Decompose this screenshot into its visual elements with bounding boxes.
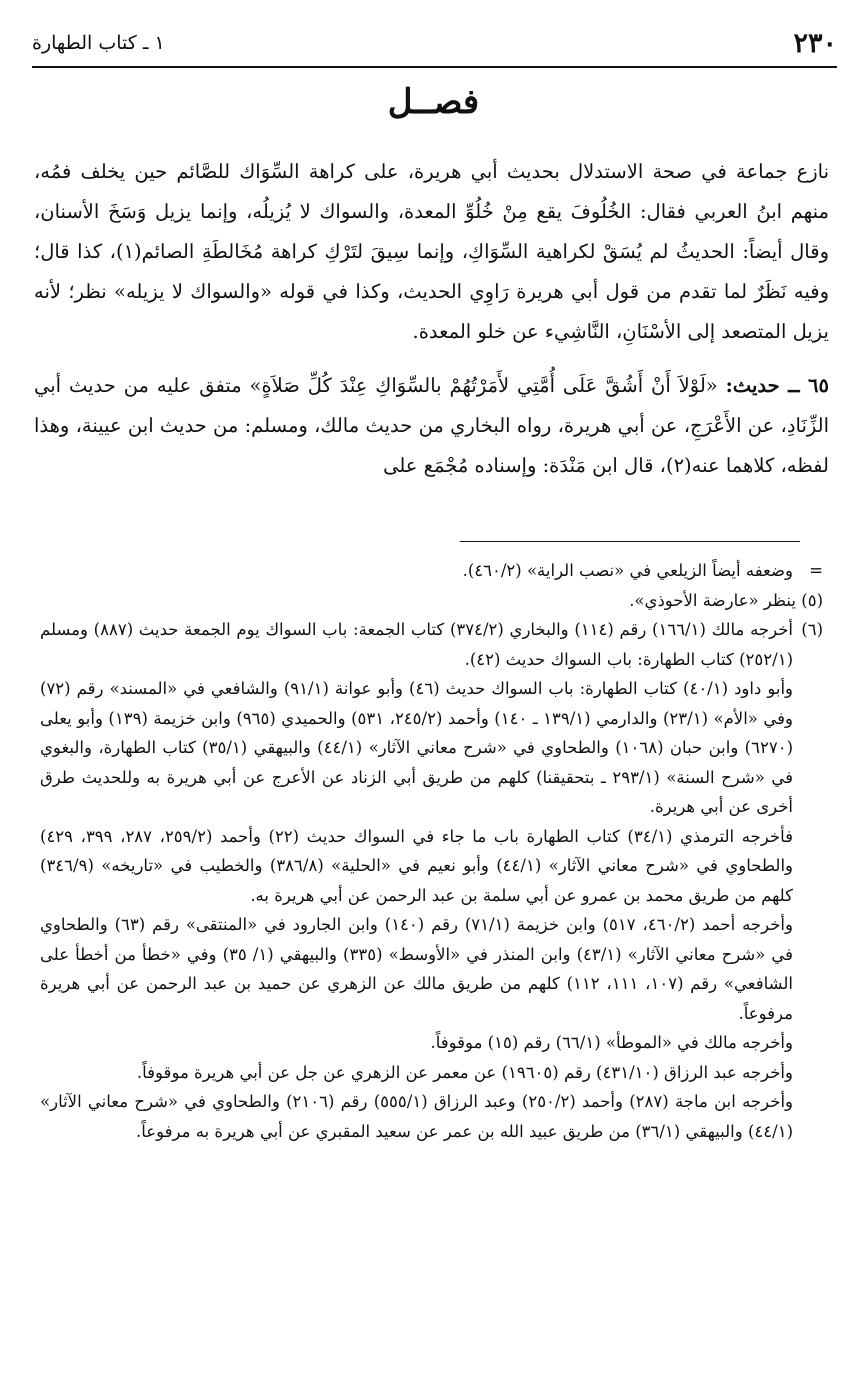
footnote-continuation bbox=[40, 556, 823, 586]
footnote-6-paragraph: وأخرجه أحمد (٤٦٠/٢، ٥١٧) وابن خزيمة (٧١/١) رقم (١٤٠) وابن الجارود في «المنتقى» رقم (٦٣) والطحاوي في «شرح معاني الآثار» (٤٣/١) وابن المنذر في «الأوسط» (٣٣٥) والبيهقي (١/ ٣٥) وفي «خطأ من أخطأ على الشافعي» رقم (١٠٧، ١١١، ١١٢) كلهم من طريق مالك عن الزهري عن حميد بن عبد الرحمن عن أبي هريرة مرفوعاً. bbox=[40, 915, 794, 1023]
section-title: فصــل bbox=[387, 82, 480, 122]
page-number: ٢٣٠ bbox=[793, 28, 837, 59]
footnote-6-paragraph: فأخرجه الترمذي (٣٤/١) كتاب الطهارة باب ما جاء في السواك حديث (٢٢) وأحمد (٢٥٩/٢، ٢٨٧، ٣٩٩، ٤٢٩) والطحاوي في «شرح معاني الآثار» (٤٤/١) وأبو نعيم في «الحلية» (٣٨٦/٨) والخطيب في «تاريخه» (٣٤٦/٩) كلهم من طريق محمد بن عمرو عن أبي سلمة بن عبد الرحمن عن أبي هريرة به. bbox=[40, 826, 794, 905]
footnote-6-paragraph: وأخرجه ابن ماجة (٢٨٧) وأحمد (٢٥٠/٢) وعبد الرزاق (٥٥٥/١) رقم (٢١٠٦) والطحاوي في «شرح معاني الآثار» (٤٤/١) والبيهقي (٣٦/١) من طريق عبيد الله بن عمر عن سعيد المقبري عن أبي هريرة به مرفوعاً. bbox=[40, 1092, 793, 1141]
footnote-6-text: أخرجه مالك (١٦٦/١) رقم (١١٤) والبخاري (٣٧٤/٢) كتاب الجمعة: باب السواك يوم الجمعة حديث (٨٨٧) ومسلم (٢٥٢/١) كتاب الطهارة: باب السواك حديث (٤٢). bbox=[40, 620, 794, 669]
continuation-marker: = bbox=[809, 561, 823, 580]
footnotes bbox=[40, 556, 823, 1146]
footnote-divider bbox=[460, 541, 800, 542]
running-header bbox=[32, 30, 837, 68]
footnote-6-paragraph: وأخرجه مالك في «الموطأ» (٦٦/١) رقم (١٥) موقوفاً. bbox=[430, 1033, 793, 1052]
paragraph-discussion: نازع جماعة في صحة الاستدلال بحديث أبي هريرة، على كراهة السِّوَاك للصَّائم حين يخلف فمُه، منهم ابنُ العربي فقال: الخُلُوفَ يقع مِنْ خُلُوِّ المعدة، والسواك لا يُزيلُه، وإنما يزيل وَسَخَ الأسنان، وقال أيضاً: الحديثُ لم يُسَقْ لكراهية السِّوَاكِ، وإنما سِيقَ لتَرْكِ كراهة مُخَالطَةِ الصائم(١)، كذا قال؛ وفيه نَظَرٌ لما تقدم من قول أبي هريرة رَاوِي الحديث، وكذا في قوله «والسواك لا يزيله» نظر؛ لأنه يزيل المتصعد إلى الأسْنَانِ، النَّاشِيء عن خلو المعدة. bbox=[34, 160, 829, 343]
footnote-6-paragraph: وأبو داود (٤٠/١) كتاب الطهارة: باب السواك حديث (٤٦) وأبو عوانة (٩١/١) والشافعي في «المسند» رقم (٧٢) وفي «الأم» (٢٣/١) والدارمي (١٣٩/١ ـ ١٤٠) وأحمد (٢٤٥/٢، ٥٣١) والحميدي (٩٦٥) وابن خزيمة (١٣٩) وأبو يعلى (٦٢٧٠) وابن حبان (١٠٦٨) والطحاوي في «شرح معاني الآثار» (٤٤/١) والبيهقي (٣٥/١) كتاب الطهارة، والبغوي في «شرح السنة» (٢٩٣/١ ـ بتحقيقنا) كلهم من طريق أبي الزناد عن الأعرج عن أبي هريرة به وللحديث طرق أخرى عن أبي هريرة. bbox=[40, 679, 794, 816]
hadith-label: ٦٥ ــ حديث: bbox=[725, 374, 829, 397]
footnote-6-paragraph: وأخرجه عبد الرزاق (٤٣١/١٠) رقم (١٩٦٠٥) عن معمر عن الزهري عن جل عن أبي هريرة موقوفاً. bbox=[136, 1062, 793, 1082]
continuation-text: وضعفه أيضاً الزيلعي في «نصب الراية» (٤٦٠/٢). bbox=[462, 561, 793, 580]
footnote-6 bbox=[40, 615, 823, 674]
chapter-title: ١ ـ كتاب الطهارة bbox=[32, 32, 165, 54]
footnote-6-marker: (٦) bbox=[801, 620, 823, 639]
main-text bbox=[34, 152, 829, 486]
footnote-5: (٥) ينظر «عارضة الأحوذي». bbox=[629, 590, 823, 610]
hadith-text: «لَوْلاَ أَنْ أَشُقَّ عَلَى أُمَّتِي لأَمَرْتُهُمْ بالسِّوَاكِ عِنْدَ كُلِّ صَلاَةٍ» متفق عليه من حديث أبي الزِّنَادِ، عن الأَعْرَجِ، عن أبي هريرة، رواه البخاري من حديث مالك، ومسلم: من حديث ابن عيينة، وهذا لفظه، كلاهما عنه(٢)، قال ابن مَنْدَة: وإسناده مُجْمَع على bbox=[34, 374, 829, 477]
paragraph-hadith-65 bbox=[34, 366, 829, 486]
